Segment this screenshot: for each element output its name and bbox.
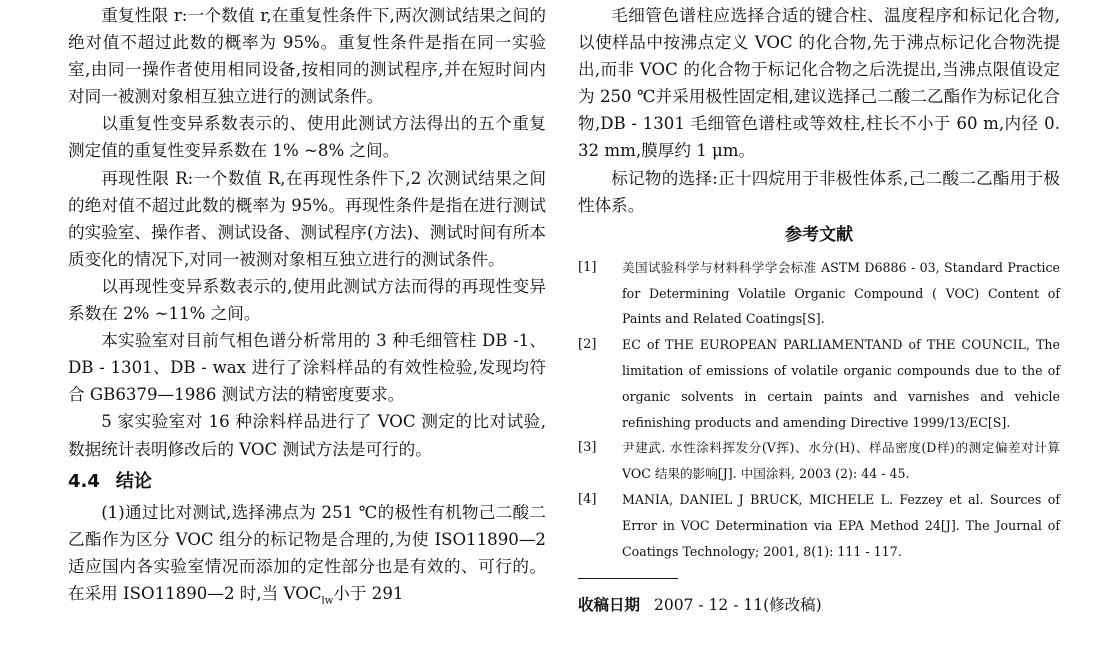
reference-number: [1] (578, 259, 597, 275)
paragraph-marker-selection: 标记物的选择:正十四烷用于非极性体系,己二酸二乙酯用于极性体系。 (578, 168, 1060, 215)
footnote-divider (578, 578, 678, 579)
received-date (578, 593, 1060, 617)
section-number: 4.4 (68, 470, 100, 492)
reference-number: [4] (578, 491, 597, 507)
paragraph-interlab-test: 5 家实验室对 16 种涂料样品进行了 VOC 测定的比对试验,数据统计表明修改后的 VOC 测试方法是可行的。 (68, 412, 546, 459)
reference-item (578, 487, 1060, 564)
left-column (68, 2, 546, 614)
paragraph-repeatability-limit: 重复性限 r:一个数值 r,在重复性条件下,两次测试结果之间的绝对值不超过此数的概率为 95%。重复性条件是指在同一实验室,由同一操作者使用相同设备,按相同的测试程序,并在短时间内对同一被测对象相互独立进行的测试条件。 (68, 6, 546, 107)
section-heading (68, 467, 546, 497)
received-value: 2007 - 12 - 11(修改稿) (654, 596, 822, 615)
reference-item (578, 435, 1060, 487)
conclusion-subscript: lw (321, 595, 334, 607)
conclusion-tail: 小于 291 (333, 583, 404, 603)
paragraph-repeatability-cv: 以重复性变异系数表示的、使用此测试方法得出的五个重复测定值的重复性变异系数在 1% ~8% 之间。 (68, 114, 546, 161)
reference-text: MANIA, DANIEL J BRUCK, MICHELE L. Fezzey et al. Sources of Error in VOC Determination via EPA Method 24[J]. The Journal of Coatings Technology; 2001, 8(1): 111 - 117. (622, 491, 1060, 559)
references-title: 参考文献 (785, 224, 853, 245)
paragraph-conclusion (68, 499, 546, 615)
paragraph-reproducibility-limit: 再现性限 R:一个数值 R,在再现性条件下,2 次测试结果之间的绝对值不超过此数的概率为 95%。再现性条件是指在进行测试的实验室、操作者、测试设备、测试程序(方法)、测试时间有所本质变化的情况下,对同一被测对象相互独立进行的测试条件。 (68, 168, 546, 269)
reference-text: EC of THE EUROPEAN PARLIAMENTAND of THE COUNCIL, The limitation of emissions of volatile organic compounds due to the of organic solvents in certain paints and varnishes and vehicle refinishing products and amending Directive 1999/13/EC[S]. (622, 337, 1060, 430)
conclusion-text: (1)通过比对测试,选择沸点为 251 ℃的极性有机物己二酸二乙酯作为区分 VOC 组分的标记物是合理的,为使 ISO11890—2 适应国内各实验室情况而添加的定性部分也是有效的、可行的。在采用 ISO11890—2 时,当 VOC (68, 502, 546, 603)
reference-item (578, 255, 1060, 332)
reference-item (578, 332, 1060, 435)
reference-text: 尹建武. 水性涂料挥发分(V挥)、水分(H)、样品密度(D样)的测定偏差对计算 VOC 结果的影响[J]. 中国涂料, 2003 (2): 44 - 45. (622, 440, 1060, 482)
paragraph-reproducibility-cv: 以再现性变异系数表示的,使用此测试方法而得的再现性变异系数在 2% ~11% 之间。 (68, 276, 546, 324)
received-label: 收稿日期 (578, 596, 641, 615)
paragraph-capillary-columns: 本实验室对目前气相色谱分析常用的 3 种毛细管柱 DB -1、DB - 1301、DB - wax 进行了涂料样品的有效性检验,发现均符合 GB6379—1986 测试方法的精密度要求。 (68, 331, 546, 405)
reference-text: 美国试验科学与材料科学学会标准 ASTM D6886 - 03, Standard Practice for Determining Volatile Organic Compound ( VOC) Content of Paints and Related Coatings[S]. (622, 259, 1060, 327)
reference-number: [3] (578, 440, 597, 456)
section-title: 结论 (115, 470, 152, 492)
right-column (578, 2, 1060, 617)
reference-number: [2] (578, 337, 597, 353)
paragraph-column-selection: 毛细管色谱柱应选择合适的键合柱、温度程序和标记化合物,以使样品中按沸点定义 VOC 的化合物,先于沸点标记化合物洗提出,而非 VOC 的化合物于标记化合物之后洗提出,当沸点限值设定为 250 ℃并采用极性固定相,建议选择己二酸二乙酯作为标记化合物,DB - 1301 毛细管色谱柱或等效柱,柱长不小于 60 m,内径 0. 32 mm,膜厚约 1 μm。 (578, 6, 1060, 161)
